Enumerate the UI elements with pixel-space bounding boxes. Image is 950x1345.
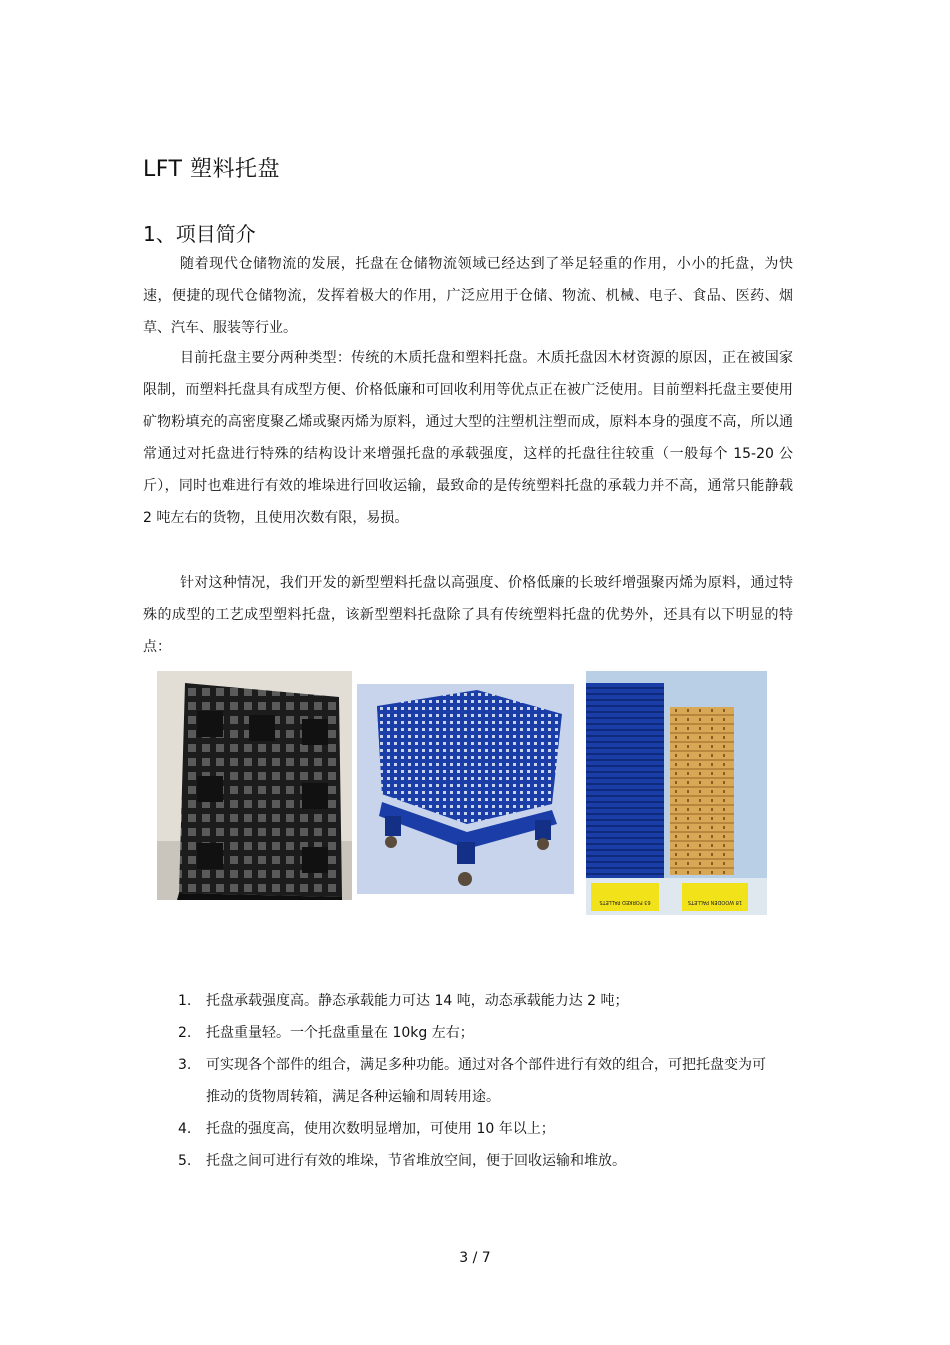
label-forked-pallets: 63 FORKED PALLETS bbox=[599, 899, 651, 905]
intro-paragraph-2: 目前托盘主要分两种类型：传统的木质托盘和塑料托盘。木质托盘因木材资源的原因，正在被国家限制，而塑料托盘具有成型方便、价格低廉和可回收利用等优点正在被广泛使用。目前塑料托盘主要使用矿物粉填充的高密度聚乙烯或聚丙烯为原料，通过大型的注塑机注塑而成，原料本身的强度不高，所以通常通过对托盘进行特殊的结构设计来增强托盘的承载强度，这样的托盘往往较重（一般每个 15-20 公斤），同时也难进行有效的堆垛进行回收运输，最致命的是传统塑料托盘的承载力并不高，通常只能静载 2 吨左右的货物，且使用次数有限，易损。 bbox=[143, 350, 793, 526]
black-pallet-photo bbox=[157, 671, 352, 900]
list-item: 4. 托盘的强度高，使用次数明显增加，可使用 10 年以上； bbox=[178, 1121, 555, 1137]
intro-paragraph-3: 针对这种情况，我们开发的新型塑料托盘以高强度、价格低廉的长玻纤增强聚丙烯为原料，通过特殊的成型的工艺成型塑料托盘，该新型塑料托盘除了具有传统塑料托盘的优势外，还具有以下明显的特点： bbox=[143, 575, 793, 655]
page-indicator: 3 / 7 bbox=[459, 1250, 491, 1266]
stacked-pallets-comparison bbox=[586, 671, 767, 915]
list-item: 5. 托盘之间可进行有效的堆垛，节省堆放空间，便于回收运输和堆放。 bbox=[178, 1153, 626, 1169]
list-item: 3. 可实现各个部件的组合，满足多种功能。通过对各个部件进行有效的组合，可把托盘变为可推动的货物周转箱，满足各种运输和周转用途。 bbox=[178, 1057, 766, 1105]
intro-paragraph-1: 随着现代仓储物流的发展，托盘在仓储物流领域已经达到了举足轻重的作用，小小的托盘，为快速，便捷的现代仓储物流，发挥着极大的作用，广泛应用于仓储、物流、机械、电子、食品、医药、烟草、汽车、服装等行业。 bbox=[143, 256, 793, 336]
feature-list bbox=[178, 985, 768, 1177]
document-title: LFT 塑料托盘 bbox=[143, 157, 280, 182]
list-item: 2. 托盘重量轻。一个托盘重量在 10kg 左右； bbox=[178, 1025, 474, 1041]
list-item: 1. 托盘承载强度高。静态承载能力可达 14 吨，动态承载能力达 2 吨； bbox=[178, 993, 629, 1009]
section-heading: 1、项目简介 bbox=[143, 222, 256, 246]
blue-pallet-cage-render bbox=[357, 684, 574, 894]
label-wooden-pallets: 18 WOODEN PALLETS bbox=[687, 899, 743, 905]
